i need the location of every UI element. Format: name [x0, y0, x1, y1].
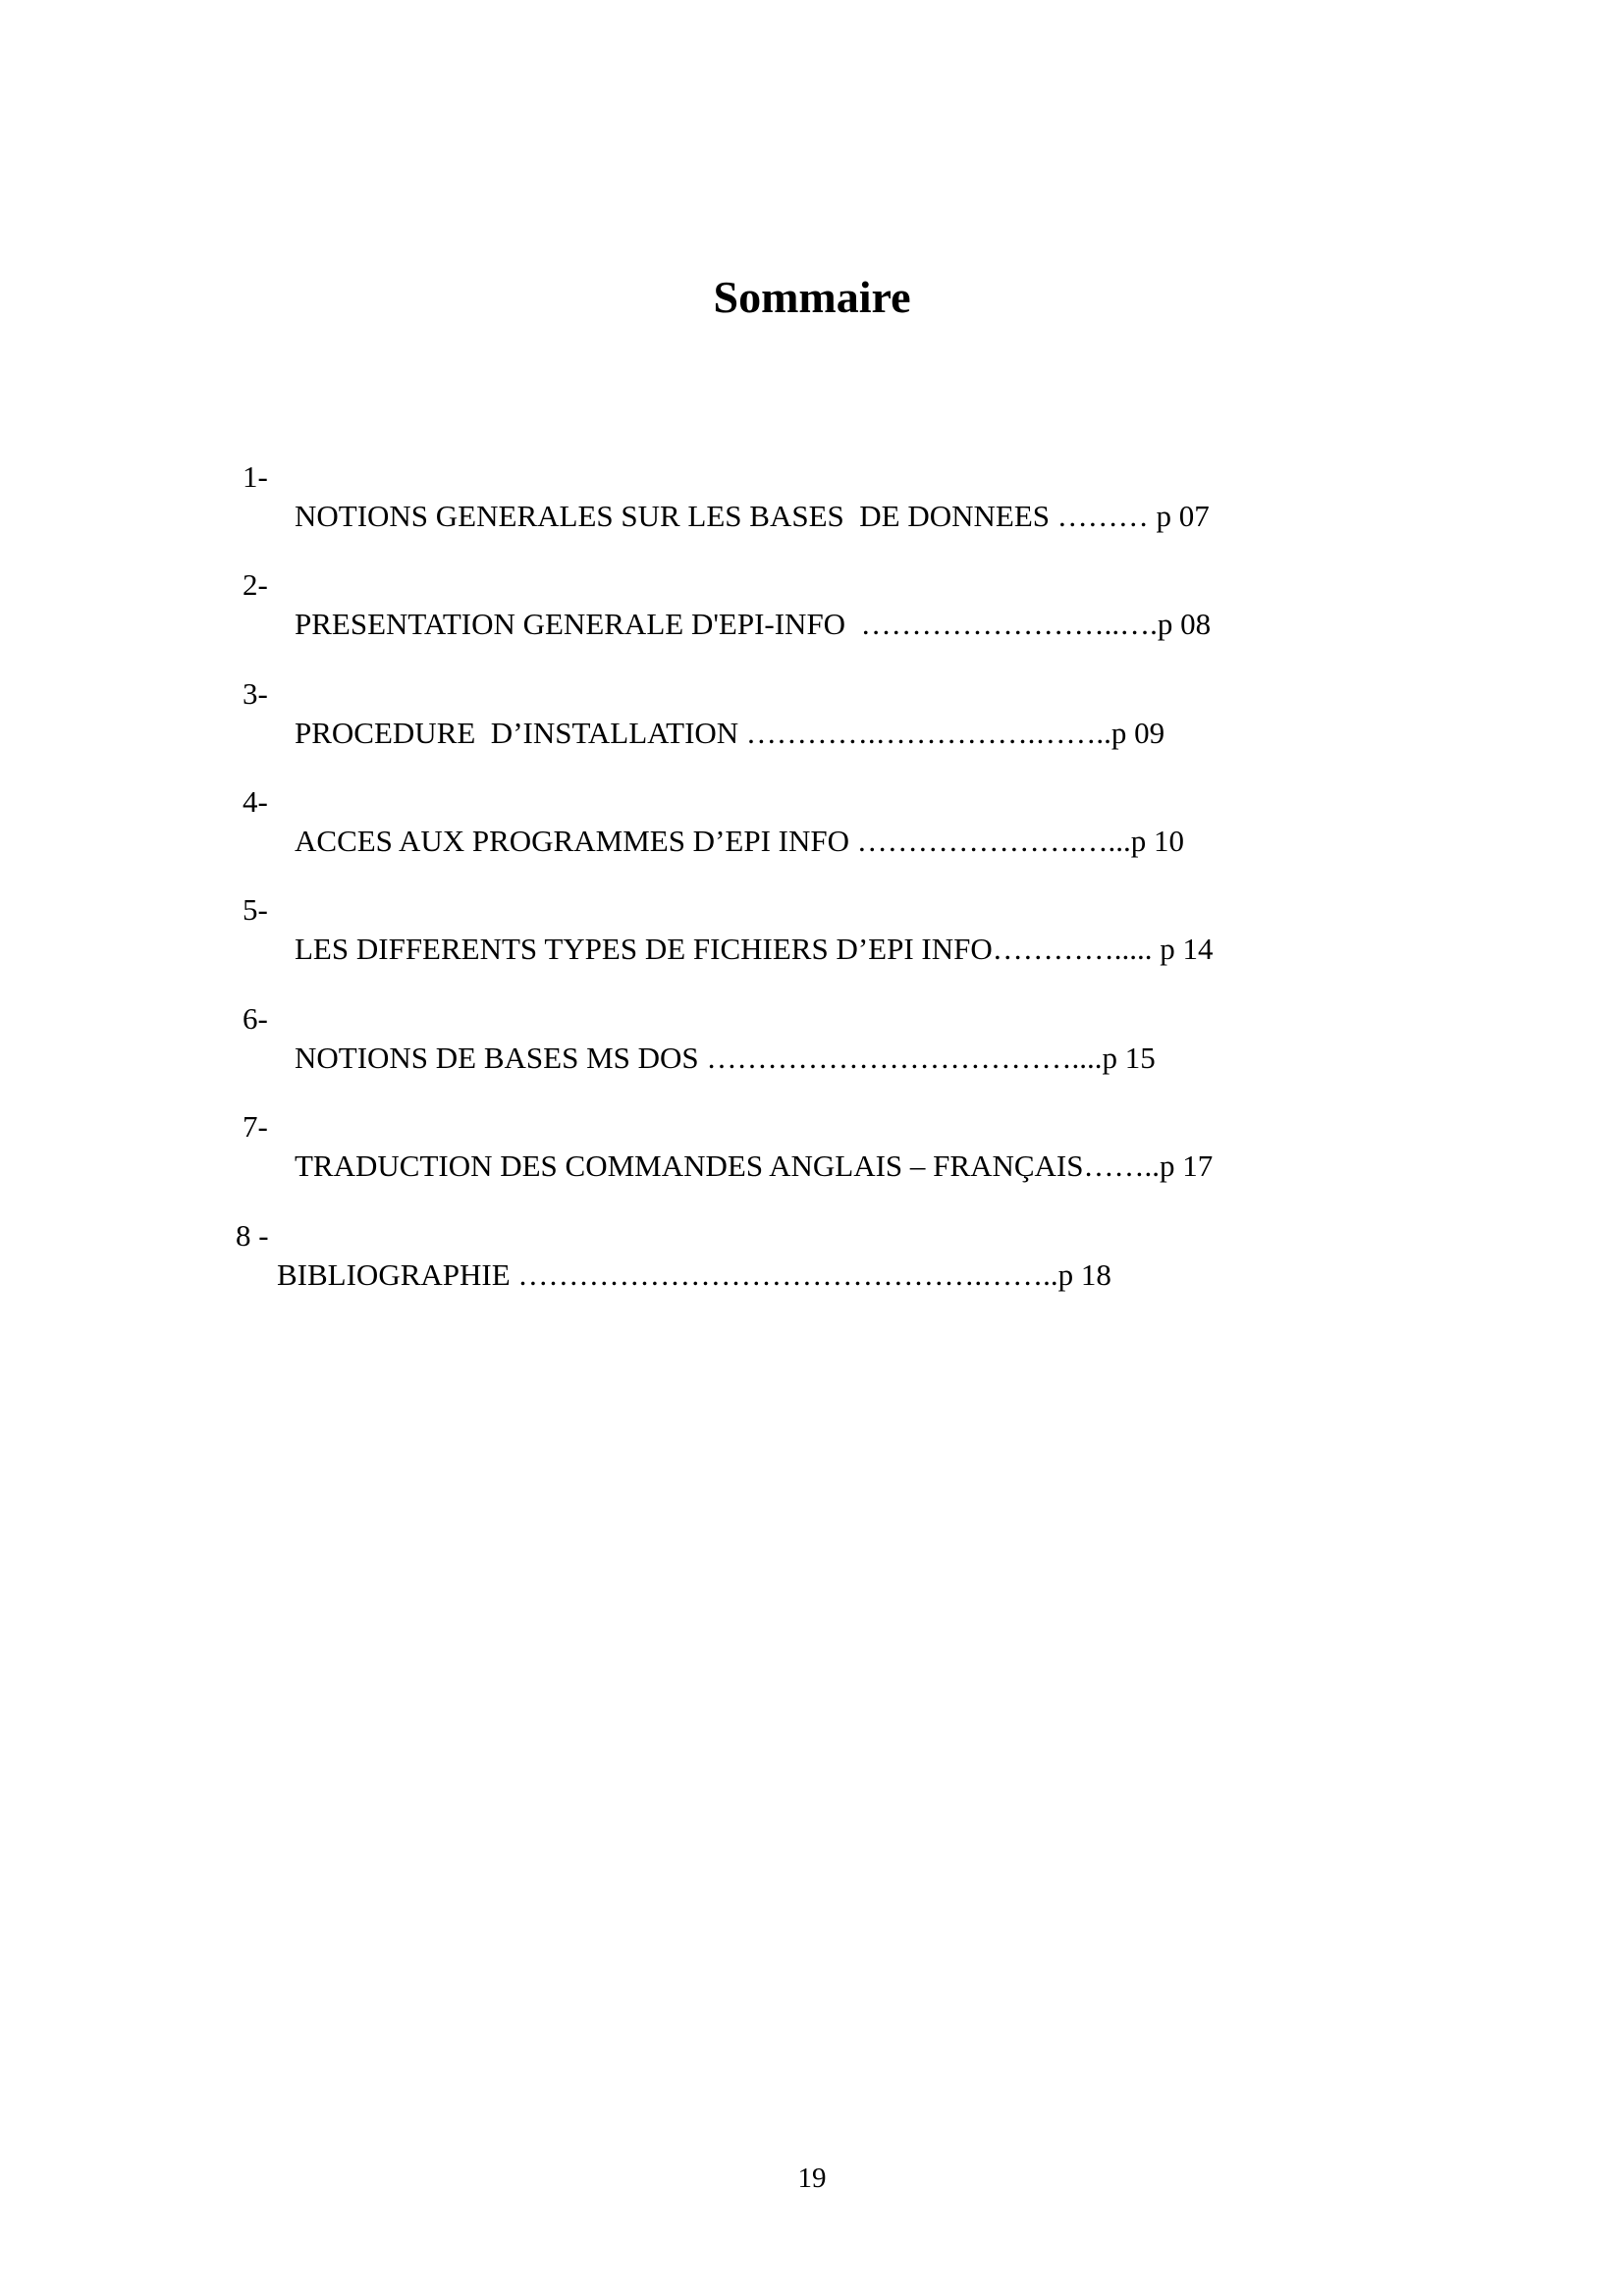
toc-entry-number: 4-: [243, 784, 268, 819]
toc-entry-leader: ………….…………….……..: [738, 716, 1111, 750]
toc-entry-leader: ………………………………....: [698, 1041, 1103, 1075]
toc-entry-leader: ………………….…...: [848, 824, 1131, 858]
toc-entry-label: NOTIONS DE BASES MS DOS ………………………………....p 15: [295, 1041, 1156, 1075]
toc-entry-page: p 17: [1160, 1148, 1214, 1183]
toc-entry-leader: ……………………………………….……..: [510, 1257, 1058, 1292]
toc-entry-label: PROCEDURE D’INSTALLATION ………….…………….……..p 09: [295, 716, 1165, 750]
toc-entry-page: p 07: [1156, 499, 1210, 533]
toc-entry-leader: ………….....: [992, 932, 1161, 966]
toc-entry-number: 2-: [243, 567, 268, 602]
toc-entry-page: p 09: [1110, 716, 1165, 750]
toc-entry-8: [0, 1177, 1624, 1334]
toc-entry-page: p 18: [1057, 1257, 1111, 1292]
toc-entry-label: NOTIONS GENERALES SUR LES BASES DE DONNEES ……… p 07: [295, 499, 1210, 533]
toc-entry-number: 1-: [243, 459, 268, 494]
toc-entry-number: 3-: [243, 676, 268, 711]
toc-entry-page: p 10: [1130, 824, 1184, 858]
toc-entry-leader: ……..: [1083, 1148, 1160, 1183]
page-title: Sommaire: [713, 272, 911, 322]
page-number: 19: [797, 2163, 827, 2194]
toc-entry-number: 7-: [243, 1109, 268, 1144]
toc-entry-leader: ……………………..….: [845, 607, 1158, 641]
toc-entry-page: p 14: [1160, 932, 1214, 966]
toc-entry-label: LES DIFFERENTS TYPES DE FICHIERS D’EPI INFO…………..... p 14: [295, 932, 1214, 966]
toc-entry-number: 5-: [243, 892, 268, 927]
toc-entry-label: TRADUCTION DES COMMANDES ANGLAIS – FRANÇAIS……..p 17: [295, 1148, 1214, 1183]
toc-entry-number: 6-: [243, 1001, 268, 1036]
toc-entry-number: 8 -: [236, 1218, 269, 1253]
toc-entry-page: p 08: [1157, 607, 1212, 641]
toc-entry-label: ACCES AUX PROGRAMMES D’EPI INFO ………………….…...p 10: [295, 824, 1184, 858]
toc-entry-label: PRESENTATION GENERALE D'EPI-INFO ……………………..….p 08: [295, 607, 1212, 641]
toc-entry-leader: ………: [1050, 499, 1157, 533]
toc-entry-label: BIBLIOGRAPHIE ……………………………………….……..p 18: [277, 1257, 1111, 1292]
toc-entry-page: p 15: [1102, 1041, 1156, 1075]
